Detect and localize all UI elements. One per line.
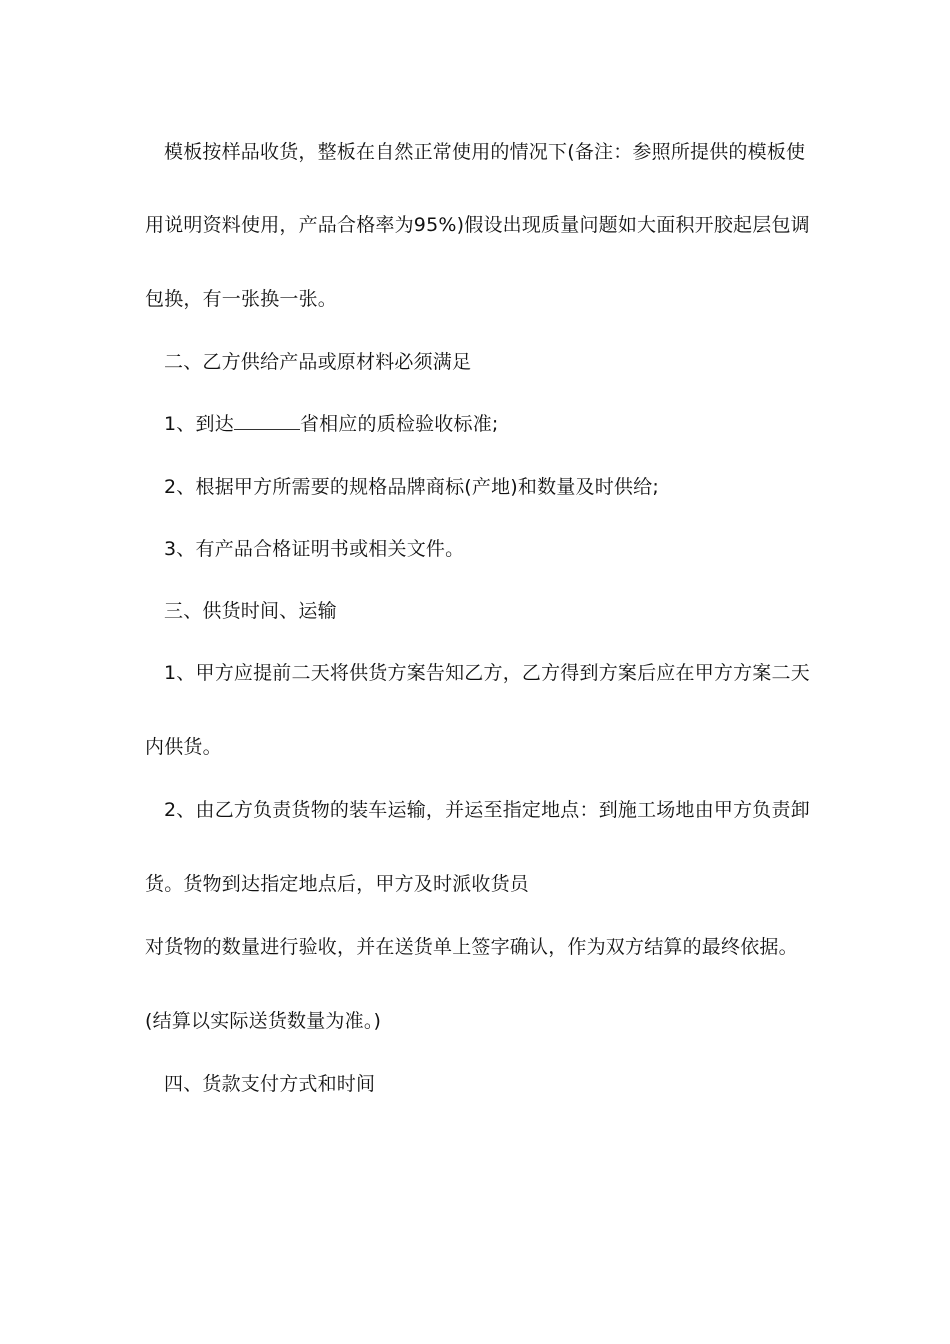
paragraph-line: (结算以实际送货数量为准。) (145, 1010, 382, 1032)
list-item: 3、有产品合格证明书或相关文件。 (164, 538, 465, 560)
section-heading: 四、货款支付方式和时间 (164, 1073, 376, 1095)
list-item-text: 1、到达 (164, 413, 234, 435)
paragraph-line: 模板按样品收货，整板在自然正常使用的情况下(备注：参照所提供的模板使 (164, 141, 806, 163)
list-item: 2、由乙方负责货物的装车运输，并运至指定地点：到施工场地由甲方负责卸 (164, 799, 810, 821)
list-item (145, 411, 844, 437)
paragraph-line: 包换，有一张换一张。 (145, 288, 338, 310)
section-heading: 三、供货时间、运输 (164, 600, 337, 622)
paragraph-line: 内供货。 (145, 736, 222, 758)
paragraph-line: 对货物的数量进行验收，并在送货单上签字确认，作为双方结算的最终依据。 (145, 936, 798, 958)
list-item: 1、甲方应提前二天将供货方案告知乙方，乙方得到方案后应在甲方方案二天 (164, 662, 810, 684)
paragraph-line: 用说明资料使用，产品合格率为95%)假设出现质量问题如大面积开胶起层包调 (145, 214, 810, 236)
fill-in-blank (234, 411, 300, 430)
list-item: 2、根据甲方所需要的规格品牌商标(产地)和数量及时供给; (164, 476, 659, 498)
paragraph-line: 货。货物到达指定地点后，甲方及时派收货员 (145, 873, 530, 895)
section-heading: 二、乙方供给产品或原材料必须满足 (164, 351, 472, 373)
list-item-text: 省相应的质检验收标准; (299, 413, 499, 435)
